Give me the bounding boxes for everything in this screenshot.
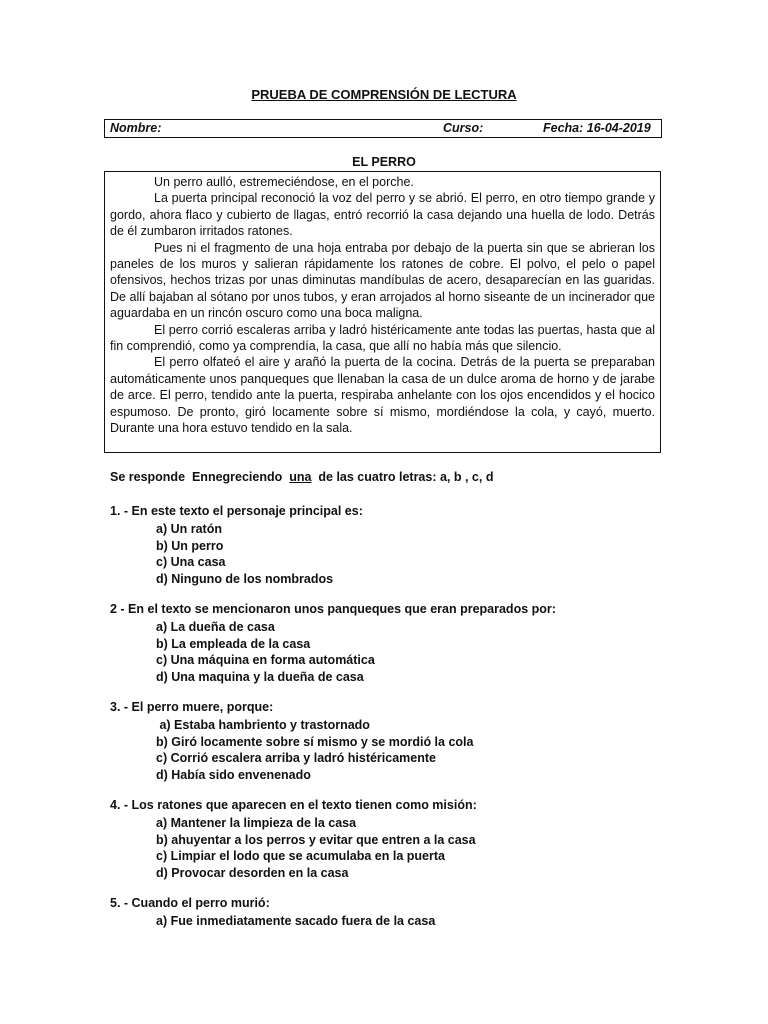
option: b) La empleada de la casa [156, 636, 311, 651]
question-text: 3. - El perro muere, porque: [110, 700, 274, 714]
option: c) Una casa [156, 555, 226, 570]
question-text: 5. - Cuando el perro murió: [110, 896, 270, 910]
option: d) Provocar desorden en la casa [156, 865, 349, 880]
story-box [104, 171, 661, 453]
instructions-before: Se responde Ennegreciendo [110, 470, 290, 484]
option: a) Fue inmediatamente sacado fuera de la casa [156, 914, 436, 929]
question-5 [110, 895, 435, 930]
story-paragraph: La puerta principal reconoció la voz del perro y se abrió. El perro, en otro tiempo grande y gordo, ahora flaco y cubierto de llagas, entró recorrió la casa dejando una huella de lodo. Detrás de él zumbaron irritados ratones. [110, 191, 655, 239]
option: b) ahuyentar a los perros y evitar que entren a la casa [156, 832, 476, 847]
story-paragraph: El perro corrió escaleras arriba y ladró histéricamente ante todas las puertas, hasta que al fin comprendió, como ya comprendía, la casa, que allí no había más que silencio. [110, 322, 655, 354]
student-info-box [104, 119, 662, 138]
option: a) Un ratón [156, 522, 222, 537]
question-2 [110, 601, 556, 685]
question-text: 4. - Los ratones que aparecen en el texto tienen como misión: [110, 798, 477, 812]
option: d) Una maquina y la dueña de casa [156, 669, 364, 684]
option: a) Mantener la limpieza de la casa [156, 816, 357, 831]
page-title: PRUEBA DE COMPRENSIÓN DE LECTURA [251, 87, 517, 102]
option: b) Giró locamente sobre sí mismo y se mordió la cola [156, 734, 474, 749]
question-text: 2 - En el texto se mencionaron unos panqueques que eran preparados por: [110, 602, 556, 616]
option: c) Limpiar el lodo que se acumulaba en la puerta [156, 849, 445, 864]
option: d) Había sido envenenado [156, 767, 311, 782]
question-4 [110, 797, 477, 881]
story-paragraph: Pues ni el fragmento de una hoja entraba por debajo de la puerta sin que se abrieran los paneles de los muros y salieran rápidamente los ratones de cobre. El polvo, el pelo o papel ofensivos, hechos trizas por unas diminutas mandíbulas de acero, desaparecían en las guaridas. De allí bajaban al sótano por unos tubos, y eran arrojados al horno siseante de un incinerador que aguardaba en un rincón oscuro como una boca maligna. [110, 240, 655, 321]
option: d) Ninguno de los nombrados [156, 571, 334, 586]
story-paragraph: El perro olfateó el aire y arañó la puerta de la cocina. Detrás de la puerta se preparaban automáticamente unos panqueques que llenaban la casa de un dulce aroma de horno y de jarabe de arce. El perro, tendido ante la puerta, respiraba anhelante con los ojos encendidos y el hocico espumoso. De pronto, giró locamente sobre sí mismo, mordiéndose la cola, y cayó, muerto. Durante una hora estuvo tendido en la sala. [110, 355, 655, 436]
instructions [110, 470, 493, 484]
option: a) Estaba hambriento y trastornado [156, 718, 370, 733]
story-paragraph: Un perro aulló, estremeciéndose, en el porche. [154, 175, 414, 189]
option: a) La dueña de casa [156, 620, 275, 635]
curso-label: Curso: [443, 121, 484, 135]
fecha-label: Fecha: 16-04-2019 [543, 121, 651, 135]
option: c) Una máquina en forma automática [156, 653, 375, 668]
instructions-underlined: una [289, 470, 312, 484]
nombre-label: Nombre: [110, 121, 162, 135]
question-text: 1. - En este texto el personaje principal es: [110, 504, 363, 518]
question-1 [110, 503, 363, 587]
story-title: EL PERRO [352, 155, 416, 169]
option: b) Un perro [156, 538, 224, 553]
question-3 [110, 699, 473, 783]
option: c) Corrió escalera arriba y ladró histéricamente [156, 751, 436, 766]
instructions-after: de las cuatro letras: a, b , c, d [311, 470, 494, 484]
